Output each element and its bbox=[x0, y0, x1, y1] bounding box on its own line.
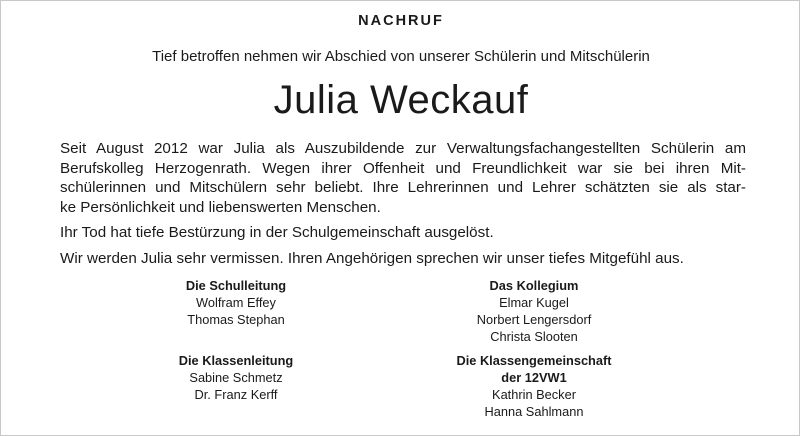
intro-line: Tief betroffen nehmen wir Abschied von unserer Schülerin und Mitschülerin bbox=[152, 48, 650, 65]
paragraph-line: Seit August 2012 war Julia als Auszubildende zur Verwaltungsfachangestellten Schülerin am bbox=[60, 140, 746, 157]
signature-kollegium bbox=[409, 277, 659, 345]
signature-name: Thomas Stephan bbox=[187, 312, 285, 327]
obituary-body bbox=[60, 139, 746, 274]
paragraph-line: Berufskolleg Herzogenrath. Wegen ihrer Offenheit und Freundlichkeit war sie bei ihren Mit- bbox=[60, 159, 746, 177]
signature-name: Elmar Kugel bbox=[499, 295, 569, 310]
deceased-name: Julia Weckauf bbox=[273, 78, 529, 122]
signature-name: Wolfram Effey bbox=[196, 295, 276, 310]
signature-klassengemeinschaft bbox=[409, 352, 659, 420]
paragraph-third: Wir werden Julia sehr vermissen. Ihren Angehörigen sprechen wir unser tiefes Mitgefühl aus. bbox=[60, 249, 684, 267]
signature-name: Hanna Sahlmann bbox=[484, 404, 584, 419]
notice-heading: NACHRUF bbox=[358, 13, 444, 29]
signature-title-class: der 12VW1 bbox=[501, 370, 567, 385]
signature-title: Die Schulleitung bbox=[185, 278, 287, 293]
signature-name: Norbert Lengersdorf bbox=[476, 312, 592, 327]
paragraph-line: schülerinnen und Mitschülern sehr beliebt. Ihre Lehrerinnen und Lehrer schätzten sie als star- bbox=[60, 179, 746, 196]
paragraph-second: Ihr Tod hat tiefe Bestürzung in der Schulgemeinschaft ausgelöst. bbox=[60, 224, 494, 241]
signature-klassenleitung bbox=[136, 352, 336, 403]
signature-name: Sabine Schmetz bbox=[189, 370, 283, 385]
signature-title: Das Kollegium bbox=[489, 278, 579, 293]
signature-title: Die Klassenleitung bbox=[178, 353, 294, 368]
signature-name: Kathrin Becker bbox=[492, 387, 576, 402]
signature-name: Dr. Franz Kerff bbox=[194, 387, 278, 402]
paragraph-line: ke Persönlichkeit und liebenswerten Menschen. bbox=[60, 198, 381, 216]
signature-name: Christa Slooten bbox=[490, 329, 578, 344]
signature-schulleitung bbox=[136, 277, 336, 328]
signature-title: Die Klassengemeinschaft bbox=[456, 353, 612, 368]
paragraph-main bbox=[60, 139, 746, 217]
